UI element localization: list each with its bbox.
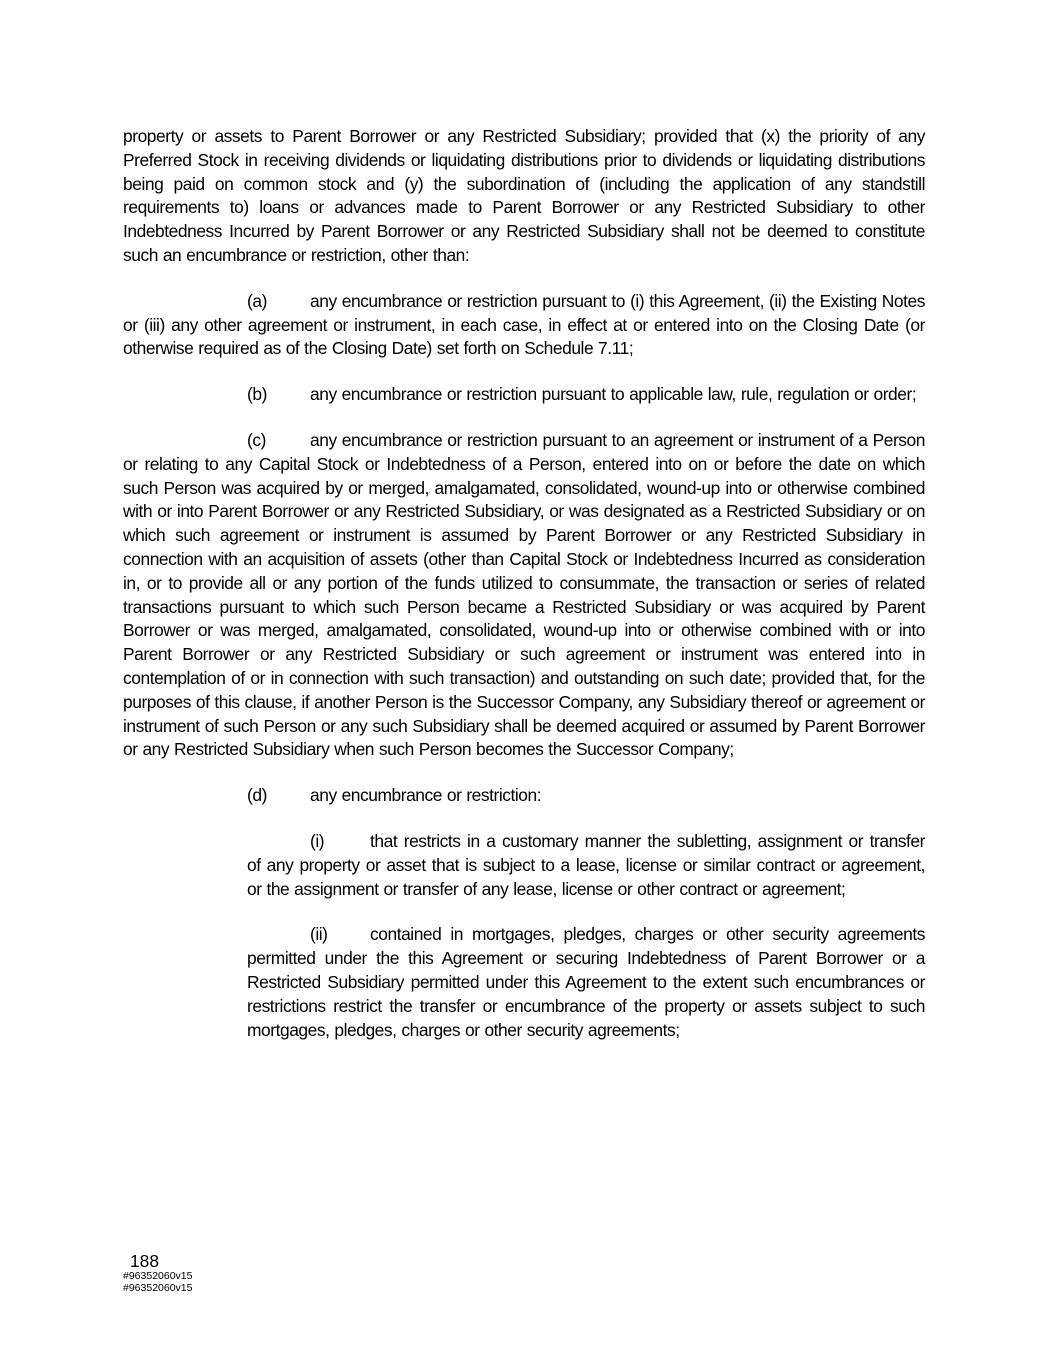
clause-b xyxy=(123,383,925,407)
subclause-i-text: that restricts in a customary manner the subletting, assignment or transfer of any property or asset that is subject to a lease, license or similar contract or agreement, or the assignment or transfer of any lease, license or other contract or agreement; xyxy=(247,830,925,899)
page-footer xyxy=(123,1251,193,1294)
subclause-ii-text: contained in mortgages, pledges, charges or other security agreements permitted under the this Agreement or securing Indebtedness of Parent Borrower or a Restricted Subsidiary permitted under this Agreement to the extent such encumbrances or restrictions restrict the transfer or encumbrance of the property or assets subject to such mortgages, pledges, charges or other security agreements; xyxy=(247,924,925,1040)
clause-d-text: any encumbrance or restriction: xyxy=(310,785,542,806)
document-id: #96352060v15 xyxy=(123,1270,193,1282)
page-number: 188 xyxy=(130,1251,160,1271)
subclause-ii-label: (ii) xyxy=(310,924,328,945)
clause-a xyxy=(123,290,925,361)
clause-a-text: any encumbrance or restriction pursuant to (i) this Agreement, (ii) the Existing Notes or (iii) any other agreement or instrument, in each case, in effect at or entered into on the Closing Date (or otherwise required as of the Closing Date) set forth on Schedule 7.11; xyxy=(123,290,925,359)
clause-b-label: (b) xyxy=(247,384,267,405)
clause-d-label: (d) xyxy=(247,785,267,806)
clause-b-text: any encumbrance or restriction pursuant to applicable law, rule, regulation or order; xyxy=(310,384,917,405)
clause-c-text: any encumbrance or restriction pursuant to an agreement or instrument of a Person or relating to any Capital Stock or Indebtedness of a Person, entered into on or before the date on which such Person was acquired by or merged, amalgamated, consolidated, wound-up into or otherwise combined with or into Parent Borrower or any Restricted Subsidiary, or was designated as a Restricted Subsidiary or on which such agreement or instrument is assumed by Parent Borrower or any Restricted Subsidiary in connection with an acquisition of assets (other than Capital Stock or Indebtedness Incurred as consideration in, or to provide all or any portion of the funds utilized to consummate, the transaction or series of related transactions pursuant to which such Person became a Restricted Subsidiary or was acquired by Parent Borrower or was merged, amalgamated, consolidated, wound-up into or otherwise combined with or into Parent Borrower or any Restricted Subsidiary or such agreement or instrument was entered into in contemplation of or in connection with such transaction) and outstanding on such date; provided that, for the purposes of this clause, if another Person is the Successor Company, any Subsidiary thereof or agreement or instrument of such Person or any such Subsidiary shall be deemed acquired or assumed by Parent Borrower or any Restricted Subsidiary when such Person becomes the Successor Company; xyxy=(123,429,925,760)
clause-d xyxy=(247,784,925,808)
clause-c-label: (c) xyxy=(247,429,266,450)
subclause-i-label: (i) xyxy=(310,830,325,851)
clause-a-label: (a) xyxy=(247,290,267,311)
subclause-ii xyxy=(247,923,925,1042)
document-page xyxy=(123,125,925,1064)
clause-c xyxy=(123,429,925,762)
intro-paragraph: property or assets to Parent Borrower or any Restricted Subsidiary; provided that (x) the priority of any Preferred Stock in receiving dividends or liquidating distributions prior to dividends or liquidating distributions being paid on common stock and (y) the subordination of (including the application of any standstill requirements to) loans or advances made to Parent Borrower or any Restricted Subsidiary to other Indebtedness Incurred by Parent Borrower or any Restricted Subsidiary shall not be deemed to constitute such an encumbrance or restriction, other than: xyxy=(123,126,925,265)
document-id-repeat: #96352060v15 xyxy=(123,1281,193,1294)
subclause-i xyxy=(247,830,925,901)
